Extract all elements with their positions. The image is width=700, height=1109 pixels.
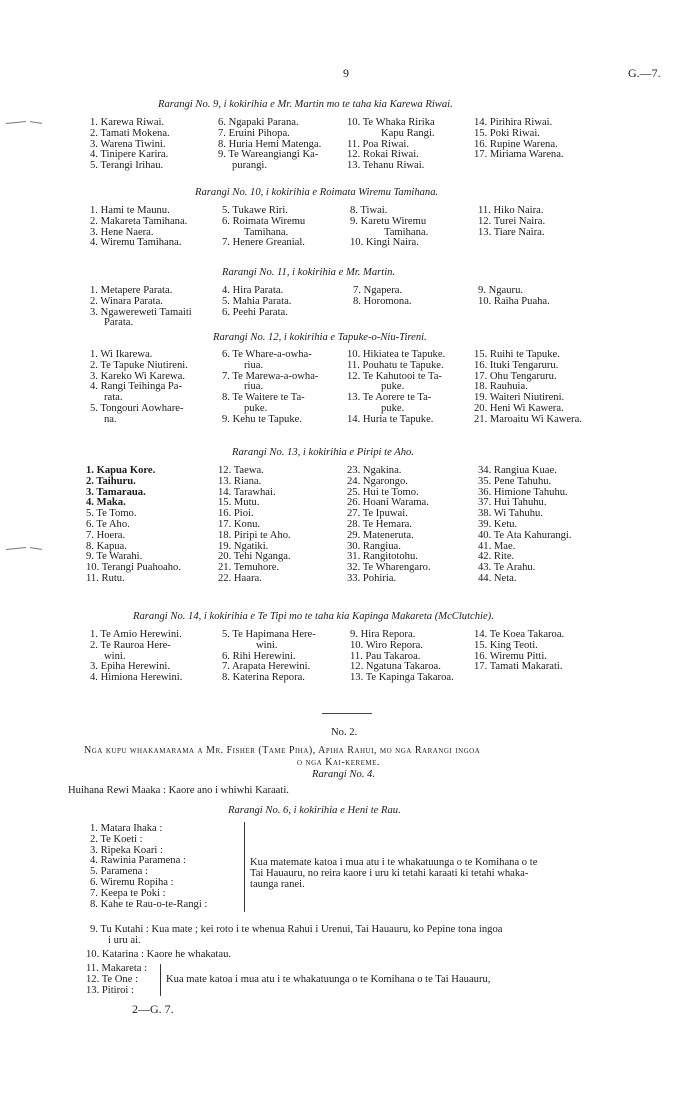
list-item: 7. Hoera.: [86, 529, 126, 541]
list-item: 8. Horomona.: [353, 295, 412, 307]
huihana-line: Huihana Rewi Maaka : Kaore ano i whiwhi Karaati.: [68, 785, 289, 796]
list-item: 7. Eruini Pihopa.: [218, 127, 290, 139]
list-item: 4. Rangi Teihinga Pa-: [90, 381, 183, 393]
list-item: 37. Hui Tahuhu.: [478, 497, 547, 509]
list-item: 21. Temuhore.: [218, 562, 280, 574]
list-item: 2. Te Koeti :: [90, 833, 143, 845]
list-12-column-2: [222, 350, 318, 426]
list-item: 8. Katerina Repora.: [222, 672, 305, 684]
list-item: 35. Pene Tahuhu.: [478, 475, 552, 487]
list-item: 18. Piripi te Aho.: [218, 529, 291, 541]
list-item: 10. Terangi Puahoaho.: [86, 562, 181, 574]
list-item: 2. Tamati Mokena.: [90, 127, 170, 139]
list-item: 42. Rite.: [478, 551, 515, 563]
list-item: 2. Te Rauroa Here-: [90, 639, 171, 651]
list-item: 24. Ngarongo.: [347, 475, 408, 487]
list-item: 13. Te Kapinga Takaroa.: [350, 672, 454, 684]
list-item: 21. Maroaitu Wi Kawera.: [474, 413, 582, 425]
list-item: 4. Himiona Herewini.: [90, 672, 183, 684]
list-item: 19. Waiteri Niutireni.: [474, 392, 565, 404]
list-item: 1. Karewa Riwai.: [90, 117, 165, 128]
section-title-line-2: o nga Kai-kereme.: [297, 757, 380, 768]
list-item: 6. Rihi Herewini.: [222, 650, 296, 662]
list-item: 7. Arapata Herewini.: [222, 661, 311, 673]
list-item: rata.: [104, 392, 123, 404]
list-item: 1. Te Amio Herewini.: [90, 629, 182, 640]
list-item: 8. Tiwai.: [350, 205, 388, 216]
list-item: 40. Te Ata Kahurangi.: [478, 529, 572, 541]
list-item: 1. Metapere Parata.: [90, 285, 173, 296]
list-12-column-3: [347, 350, 445, 426]
list-item: 11. Rutu.: [86, 572, 125, 584]
list-10-column-3: [350, 206, 428, 249]
rarangi-4-heading: Rarangi No. 4.: [312, 769, 375, 780]
list-13-column-4: [478, 466, 572, 585]
list-item: 6. Ngapaki Parana.: [218, 117, 299, 128]
list-item: 6. Wiremu Ropiha :: [90, 876, 174, 888]
list-item: puke.: [381, 402, 405, 414]
list-item: 43. Te Arahu.: [478, 562, 536, 574]
note-line: Tai Hauauru, no reira kaore i uru ki tetahi karaati ki tetahi whaka-: [250, 867, 529, 879]
list-item: 20. Heni Wi Kawera.: [474, 402, 564, 414]
list-item: 25. Hui te Tomo.: [347, 486, 419, 498]
list-item: 11. Pouhatu te Tapuke.: [347, 359, 444, 371]
list-item: 5. Mahia Parata.: [222, 295, 292, 307]
list-item: 6. Te Aho.: [86, 518, 130, 530]
list-item: 19. Ngatiki.: [218, 540, 269, 552]
list-heading-13: Rarangi No. 13, i kokirihia e Piripi te Aho.: [232, 447, 414, 458]
list-item: 9. Te Wareangiangi Ka-: [218, 149, 319, 161]
margin-mark: [6, 121, 26, 124]
list-item: 4. Wiremu Tamihana.: [90, 237, 182, 249]
list-item: 10. Wiro Repora.: [350, 639, 423, 651]
list-item: 15. Poki Riwai.: [474, 127, 540, 139]
list-item: 17. Konu.: [218, 518, 261, 530]
list-item: 12. Te Kahutooi te Ta-: [347, 370, 442, 382]
list-item: 15. Mutu.: [218, 497, 260, 509]
list-item: 12. Turei Naira.: [478, 215, 546, 227]
list-item: 33. Pohiria.: [347, 572, 397, 584]
list-item: 31. Rangitotohu.: [347, 551, 418, 563]
list-item: 18. Rauhuia.: [474, 381, 528, 393]
list-9-column-3: [347, 118, 435, 172]
list-item: 41. Mae.: [478, 540, 516, 552]
list-item: 5. Tongouri Aowhare-: [90, 402, 184, 414]
list-item: 12. Taewa.: [218, 465, 264, 476]
list-14-column-2: [222, 630, 316, 684]
list-12-column-1: [90, 350, 188, 426]
list-item: 28. Te Hemara.: [347, 518, 412, 530]
list-item: Tamihana.: [384, 226, 429, 238]
list-13-column-3: [347, 466, 431, 585]
list-item: 5. Paramena :: [90, 866, 148, 878]
list-heading-10: Rarangi No. 10, i kokirihia e Roimata Wiremu Tamihana.: [195, 187, 439, 198]
list-item: 4. Tinipere Karira.: [90, 149, 169, 161]
item-10: 10. Katarina : Kaore he whakatau.: [86, 949, 232, 960]
list-item: 27. Te Ipuwai.: [347, 508, 408, 520]
list-item: 39. Ketu.: [478, 518, 518, 530]
list-item: 7. Ngapera.: [353, 285, 403, 296]
list-item: 11. Hiko Naira.: [478, 205, 544, 216]
list-item: 2. Makareta Tamihana.: [90, 215, 188, 227]
list-item: 8. Kapua.: [86, 540, 127, 552]
page-signature: 2—G. 7.: [132, 1002, 174, 1016]
list-11-column-4: [478, 286, 550, 308]
list-14-column-1: [90, 630, 182, 684]
group-2-note: Kua mate katoa i mua atu i te whakatuunga o te Komihana o te Tai Hauauru,: [166, 974, 491, 985]
list-item: riua.: [244, 381, 264, 393]
list-item: 15. King Teoti.: [474, 639, 538, 651]
list-item: wini.: [104, 650, 126, 662]
list-item: 7. Henere Greanial.: [222, 237, 305, 249]
margin-mark: [6, 547, 26, 550]
rarangi-6-heading: Rarangi No. 6, i kokirihia e Heni te Rau.: [228, 805, 401, 816]
list-11-column-2: [222, 286, 291, 318]
list-item: 7. Te Marewa-a-owha-: [222, 370, 319, 382]
list-item: 14. Huria te Tapuke.: [347, 413, 434, 425]
list-item: 4. Maka.: [86, 497, 126, 509]
list-item: 3. Tamaraua.: [86, 486, 146, 498]
list-item: 3. Epiha Herewini.: [90, 661, 171, 673]
list-item: 13. Tiare Naira.: [478, 226, 545, 238]
list-item: 5. Terangi Irihau.: [90, 160, 164, 172]
list-item: 4. Rawinia Paramena :: [90, 855, 186, 867]
list-item: 29. Mateneruta.: [347, 529, 414, 541]
list-item: 11. Pau Takaroa.: [350, 650, 421, 662]
list-item: 3. Warena Tiwini.: [90, 138, 166, 150]
list-item: 10. Te Whaka Ririka: [347, 117, 435, 128]
document-reference: G.—7.: [628, 66, 661, 80]
list-item: riua.: [244, 359, 264, 371]
list-item: 3. Ripeka Koari :: [90, 844, 163, 856]
list-14-column-3: [350, 630, 454, 684]
list-item: 12. Rokai Riwai.: [347, 149, 419, 161]
list-item: 38. Wi Tahuhu.: [478, 508, 543, 520]
section-title-line-1: Nga kupu whakamarama a Mr. Fisher (Tame Piha), Apiha Rahui, mo nga Rarangi ingoa: [84, 745, 481, 756]
list-item: Tamihana.: [244, 226, 289, 238]
group-1-brace: [244, 822, 245, 912]
list-item: 11. Makareta :: [86, 963, 148, 974]
list-item: 9. Hira Repora.: [350, 629, 416, 640]
list-item: 9. Ngauru.: [478, 285, 524, 296]
list-item: 23. Ngakina.: [347, 465, 402, 476]
list-item: puke.: [381, 381, 405, 393]
list-item: 16. Ituki Tengaruru.: [474, 359, 559, 371]
list-item: 6. Peehi Parata.: [222, 306, 288, 318]
note-line: Kua matemate katoa i mua atu i te whakatuunga o te Komihana o te: [250, 857, 538, 868]
list-heading-11: Rarangi No. 11, i kokirihia e Mr. Martin.: [222, 267, 396, 278]
list-10-column-4: [478, 206, 545, 238]
list-14-column-4: [474, 630, 564, 673]
list-item: 17. Ohu Tengaruru.: [474, 370, 557, 382]
list-item: 26. Hoani Warama.: [347, 497, 429, 509]
list-item: 8. Huria Hemi Matenga.: [218, 138, 322, 150]
margin-mark: [30, 121, 42, 124]
list-13-column-2: [218, 466, 291, 585]
list-item: 1. Hami te Maunu.: [90, 205, 170, 216]
list-item: 4. Hira Parata.: [222, 285, 284, 296]
list-item: 2. Winara Parata.: [90, 295, 163, 307]
list-item: 13. Te Aorere te Ta-: [347, 392, 432, 404]
list-item: 9. Karetu Wiremu: [350, 215, 427, 227]
list-heading-12: Rarangi No. 12, i kokirihia e Tapuke-o-Niu-Tireni.: [213, 332, 427, 343]
list-item: 11. Poa Riwai.: [347, 138, 409, 150]
list-12-column-4: [474, 350, 582, 426]
list-item: 5. Te Tomo.: [86, 508, 137, 520]
list-item: 16. Rupine Warena.: [474, 138, 558, 150]
section-number: No. 2.: [331, 727, 358, 738]
list-item: 3. Hene Naera.: [90, 226, 154, 238]
list-item: 17. Miriama Warena.: [474, 149, 564, 161]
list-item: 14. Pirihira Riwai.: [474, 117, 553, 128]
page-number: 9: [343, 66, 349, 80]
list-item: 2. Taihuru.: [86, 475, 136, 487]
list-item: 10. Raiha Puaha.: [478, 295, 550, 307]
list-item: 1. Kapua Kore.: [86, 465, 156, 476]
list-item: 13. Pitiroi :: [86, 984, 134, 996]
list-item: 2. Te Tapuke Niutireni.: [90, 359, 188, 371]
list-item: 1. Wi Ikarewa.: [90, 349, 153, 360]
list-item: wini.: [256, 639, 278, 651]
list-10-column-1: [90, 206, 187, 249]
list-item: puke.: [244, 402, 268, 414]
list-heading-9: Rarangi No. 9, i kokirihia e Mr. Martin mo te taha kia Karewa Riwai.: [158, 99, 453, 110]
list-item: purangi.: [232, 160, 268, 172]
list-item: Kapu Rangi.: [381, 127, 435, 139]
list-11-column-3: [353, 286, 412, 308]
group-2-brace: [160, 964, 161, 996]
list-item: 17. Tamati Makarati.: [474, 661, 563, 673]
list-item: 44. Neta.: [478, 572, 517, 584]
group-1-names: [90, 824, 207, 910]
group-2-names: [86, 964, 147, 996]
list-item: 5. Te Hapimana Here-: [222, 629, 316, 640]
list-item: Parata.: [104, 317, 134, 329]
list-9-column-2: [218, 118, 321, 172]
list-item: 14. Tarawhai.: [218, 486, 276, 498]
note-line: taunga ranei.: [250, 878, 305, 890]
item-9-line-2: i uru ai.: [108, 935, 141, 946]
list-item: 3. Kareko Wi Karewa.: [90, 370, 185, 382]
list-item: 30. Rangiua.: [347, 540, 401, 552]
list-item: 34. Rangiua Kuae.: [478, 465, 557, 476]
list-item: 8. Te Waitere te Ta-: [222, 392, 305, 404]
margin-mark: [30, 547, 42, 550]
list-item: 16. Wiremu Pitti.: [474, 650, 547, 662]
list-item: 12. Te One :: [86, 973, 139, 985]
list-item: 12. Ngatuna Takaroa.: [350, 661, 441, 673]
list-item: 1. Matara Ihaka :: [90, 823, 163, 834]
list-item: 5. Tukawe Riri.: [222, 205, 288, 216]
list-item: 22. Haara.: [218, 572, 262, 584]
list-heading-14: Rarangi No. 14, i kokirihia e Te Tipi mo te taha kia Kapinga Makareta (McClutchie).: [133, 611, 494, 622]
section-divider: [322, 713, 372, 714]
list-11-column-1: [90, 286, 192, 329]
list-item: 16. Pioi.: [218, 508, 254, 520]
list-9-column-1: [90, 118, 170, 172]
list-item: na.: [104, 413, 117, 425]
list-item: 8. Kahe te Rau-o-te-Rangi :: [90, 898, 208, 910]
list-item: 13. Riana.: [218, 475, 262, 487]
list-10-column-2: [222, 206, 305, 249]
list-item: 6. Te Whare-a-owha-: [222, 349, 312, 360]
list-item: 10. Kingi Naira.: [350, 237, 419, 249]
list-item: 6. Roimata Wiremu: [222, 215, 306, 227]
list-item: 9. Kehu te Tapuke.: [222, 413, 302, 425]
list-item: 7. Keepa te Poki :: [90, 887, 166, 899]
list-item: 15. Ruihi te Tapuke.: [474, 349, 560, 360]
item-9-line-1: 9. Tu Kutahi : Kua mate ; kei roto i te whenua Rahui i Urenui, Tai Hauauru, ko Pepine tona ingoa: [90, 924, 503, 935]
list-item: 3. Ngawereweti Tamaiti: [90, 306, 192, 318]
list-item: 20. Tehi Nganga.: [218, 551, 291, 563]
list-item: 14. Te Koea Takaroa.: [474, 629, 565, 640]
list-13-column-1: [86, 466, 181, 585]
group-1-note: [250, 858, 537, 890]
list-9-column-4: [474, 118, 564, 161]
list-item: 9. Te Warahi.: [86, 551, 143, 563]
list-item: 10. Hikiatea te Tapuke.: [347, 349, 446, 360]
list-item: 36. Himione Tahuhu.: [478, 486, 568, 498]
list-item: 13. Tehanu Riwai.: [347, 160, 425, 172]
list-item: 32. Te Wharengaro.: [347, 562, 431, 574]
